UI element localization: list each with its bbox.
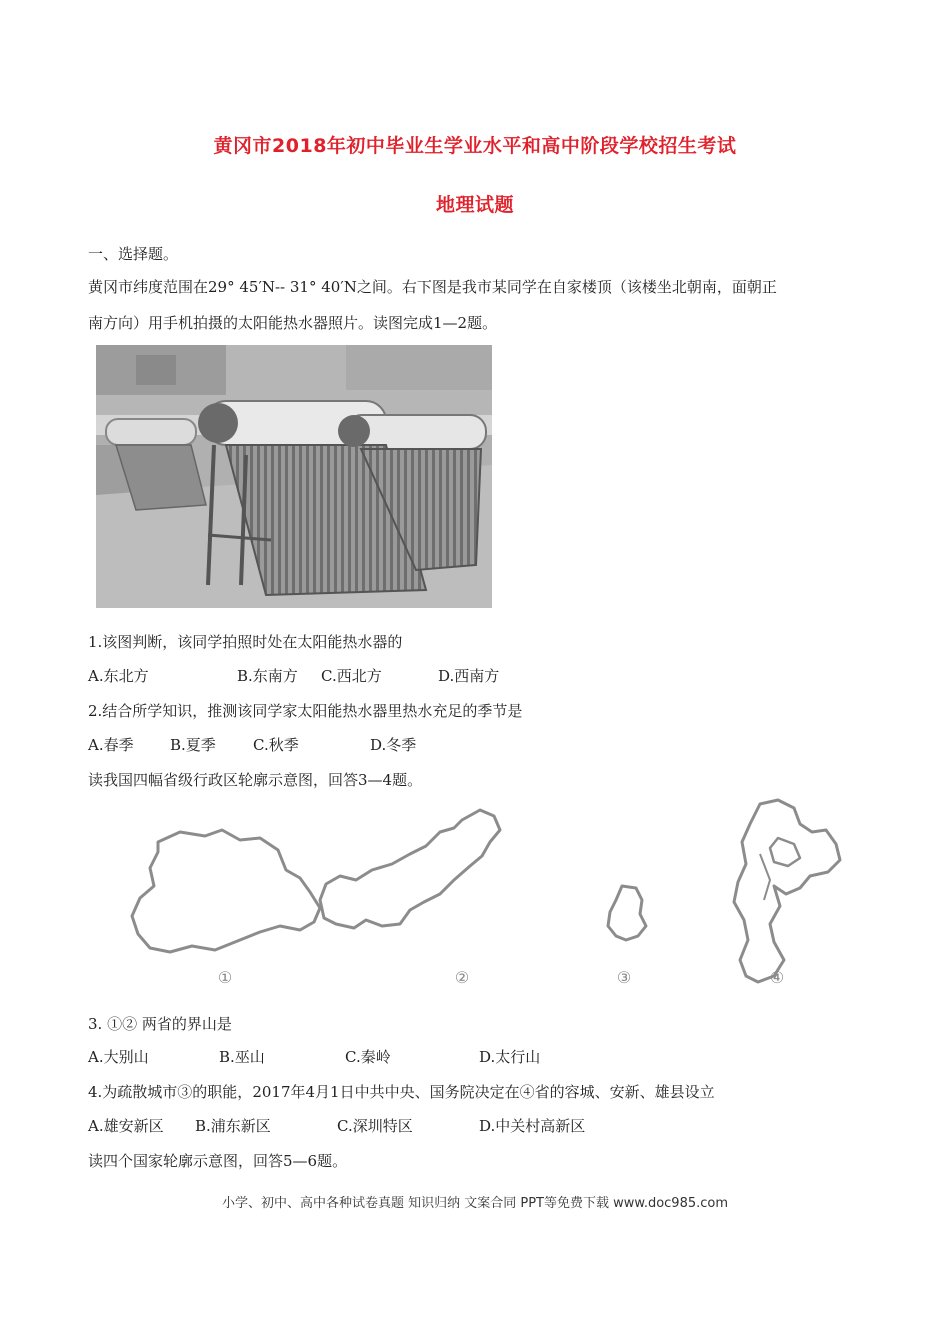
question-3-stem: 3. ①② 两省的界山是 (88, 1015, 232, 1033)
q2-option-d: D.冬季 (370, 736, 417, 754)
exam-title: 黄冈市2018年初中毕业生学业水平和高中阶段学校招生考试 (213, 135, 737, 157)
q2-option-a: A.春季 (88, 736, 134, 754)
province-outline-4 (734, 800, 840, 982)
map-label-1: ① (217, 968, 233, 987)
intro-line-1: 黄冈市纬度范围在29° 45′N-- 31° 40′N之间。右下图是我市某同学在自家楼顶（该楼坐北朝南，面朝正 (88, 278, 777, 296)
maps-intro: 读我国四幅省级行政区轮廓示意图，回答3—4题。 (88, 771, 423, 789)
q1-option-c: C.西北方 (321, 667, 382, 685)
q2-option-b: B.夏季 (170, 736, 216, 754)
question-1-stem: 1.该图判断，该同学拍照时处在太阳能热水器的 (88, 633, 403, 651)
q4-option-b: B.浦东新区 (195, 1117, 271, 1135)
province-outline-3 (608, 886, 646, 940)
q3-option-c: C.秦岭 (345, 1048, 391, 1066)
page-footer: 小学、初中、高中各种试卷真题 知识归纳 文案合同 PPT等免费下载 www.doc985.com (221, 1196, 729, 1211)
intro-line-2: 南方向）用手机拍摄的太阳能热水器照片。读图完成1—2题。 (88, 314, 498, 332)
q3-option-b: B.巫山 (219, 1048, 265, 1066)
section-heading: 一、选择题。 (88, 245, 179, 263)
q2-option-c: C.秋季 (253, 736, 299, 754)
q3-option-a: A.大别山 (88, 1048, 149, 1066)
q4-option-c: C.深圳特区 (337, 1117, 413, 1135)
next-section-intro: 读四个国家轮廓示意图，回答5—6题。 (88, 1152, 348, 1170)
map-label-4: ④ (769, 968, 785, 987)
question-2-stem: 2.结合所学知识，推测该同学家太阳能热水器里热水充足的季节是 (88, 702, 523, 720)
solar-heater-photo (96, 345, 492, 608)
question-4-stem: 4.为疏散城市③的职能，2017年4月1日中共中央、国务院决定在④省的容城、安新、雄县设立 (88, 1083, 715, 1101)
q1-option-a: A.东北方 (88, 667, 149, 685)
map-label-2: ② (454, 968, 470, 987)
exam-subtitle: 地理试题 (435, 194, 514, 216)
province-outline-1 (132, 830, 320, 952)
q4-option-d: D.中关村高新区 (479, 1117, 586, 1135)
q1-option-b: B.东南方 (237, 667, 298, 685)
q3-option-d: D.太行山 (479, 1048, 541, 1066)
q4-option-a: A.雄安新区 (88, 1117, 164, 1135)
map-label-3: ③ (616, 968, 632, 987)
q1-option-d: D.西南方 (438, 667, 500, 685)
province-outline-2 (320, 810, 500, 928)
